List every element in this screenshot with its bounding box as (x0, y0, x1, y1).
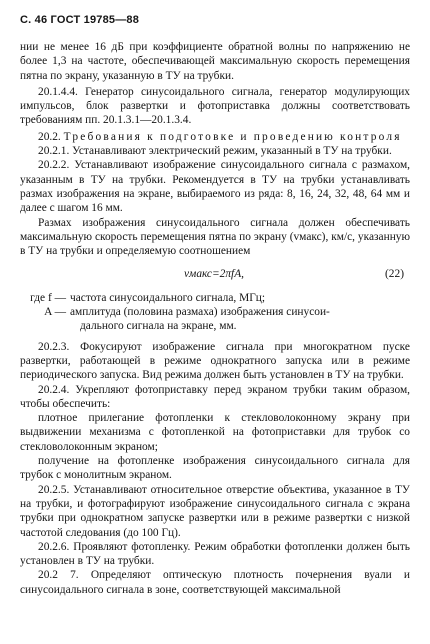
section-20-2-heading (20, 130, 410, 144)
section-title: Требования к подготовке и проведению контроля (63, 130, 402, 143)
definition-text: амплитуда (половина размаха) изображения синусои- (70, 306, 330, 319)
document-body (20, 40, 410, 597)
paragraph-20-2-6: 20.2.6. Проявляют фотопленку. Режим обработки фотопленки должен быть установлен в ТУ на трубки. (20, 540, 410, 568)
paragraph-continuation: нии не менее 16 дБ при коэффициенте обратной волны по напряжению не более 1,3 на частоте, обеспечивающей максимальную скорость перемещения пятна по экрану, указанную в ТУ на трубки. (20, 41, 410, 82)
definition-body (70, 305, 410, 334)
paragraph-20-2-4: 20.2.4. Укрепляют фотоприставку перед экраном трубки таким образом, чтобы обеспечить: (20, 383, 410, 410)
formula-definitions (20, 291, 410, 334)
definition-symbol: A — (44, 306, 66, 319)
paragraph-20-2-5: 20.2.5. Устанавливают относительное отверстие объектива, указанное в ТУ на трубки, и фотографируют изображение синусоидального сигнала с экрана трубки при однократном запуске развертки или в режиме развертки с низкой частотой следования (до 100 Гц). (20, 483, 410, 539)
definition-item (20, 305, 410, 334)
paragraph-list-item-monolithic: получение на фотопленке изображения синусоидального сигнала для трубок с монолитным экраном. (20, 455, 410, 482)
paragraph-20-2-2: 20.2.2. Устанавливают изображение синусоидального сигнала с размахом, указанным в ТУ на трубки. Рекомендуется в ТУ на трубки устанавливать размах изображения на экране, выбираемого из ряда: 8, 16, 24, 32, 48, 64 мм и далее с шагом 16 мм. (20, 159, 410, 215)
definition-text: частота синусоидального сигнала, МГц; (70, 291, 266, 304)
definition-symbol: где f — (30, 291, 66, 304)
section-number: 20.2. (38, 130, 61, 143)
definition-item (20, 291, 410, 305)
paragraph-20-2-7: 20.2 7. Определяют оптическую плотность почернения вуали и синусоидального сигнала в зоне, соответствующей максимальной (20, 569, 410, 596)
formula-expression: vмакс=2πfA, (184, 268, 245, 281)
paragraph-list-item-fiber: плотное прилегание фотопленки к стекловолоконному экрану при выдвижении механизма с фотопленкой на фотоприставки для трубок со стекловолоконным экраном; (20, 412, 410, 453)
formula-22 (20, 267, 410, 281)
paragraph-20-2-3: 20.2.3. Фокусируют изображение сигнала при многократном пуске развертки, работающей в режиме однократного запуска или в режиме периодического запуска. Вид режима должен быть установлен в ТУ на трубки. (20, 340, 410, 382)
page-header: С. 46 ГОСТ 19785—88 (20, 14, 140, 26)
definition-text-continued: дального сигнала на экране, мм. (80, 320, 237, 333)
formula-number: (22) (385, 268, 404, 281)
paragraph-size-requirement: Размах изображения синусоидального сигнала должен обеспечивать максимальную скорость перемещения пятна по экрану (vмакс), км/с, указанную в ТУ на трубки и определяемую соотношением (20, 216, 410, 258)
paragraph-20-1-4-4: 20.1.4.4. Генератор синусоидального сигнала, генератор модулирующих импульсов, блок развертки и фотоприставка должны соответствовать требованиям пп. 20.1.3.1—20.1.3.4. (20, 85, 410, 127)
paragraph-20-2-1: 20.2.1. Устанавливают электрический режим, указанный в ТУ на трубки. (38, 145, 392, 158)
